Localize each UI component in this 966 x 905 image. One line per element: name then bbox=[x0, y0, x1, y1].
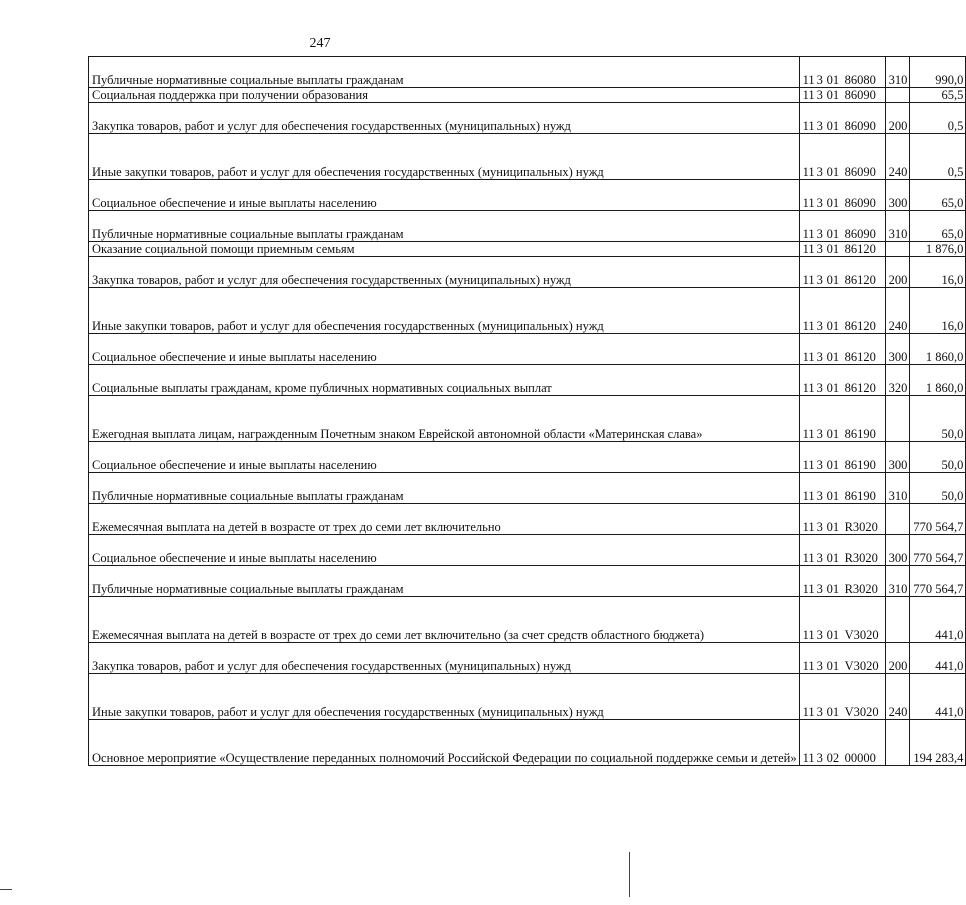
code-subsection: 3 bbox=[816, 705, 823, 719]
code-section: 11 bbox=[802, 520, 815, 534]
code-target: 86190 bbox=[844, 458, 876, 472]
code-section: 11 bbox=[802, 119, 815, 133]
row-name: Иные закупки товаров, работ и услуг для обеспечения государственных (муниципальных) нужд bbox=[89, 674, 800, 720]
row-code bbox=[799, 396, 885, 442]
row-expense-type bbox=[885, 720, 910, 766]
code-section: 11 bbox=[802, 551, 815, 565]
row-name: Публичные нормативные социальные выплаты гражданам bbox=[89, 566, 800, 597]
row-expense-type bbox=[885, 597, 910, 643]
row-amount: 441,0 bbox=[910, 597, 966, 643]
code-subsection: 3 bbox=[816, 88, 823, 102]
code-section: 11 bbox=[802, 273, 815, 287]
row-expense-type: 300 bbox=[885, 180, 910, 211]
code-section: 11 bbox=[802, 88, 815, 102]
row-expense-type: 310 bbox=[885, 211, 910, 242]
table-row bbox=[89, 597, 966, 643]
code-subsection: 3 bbox=[816, 350, 823, 364]
code-program: 01 bbox=[826, 73, 840, 87]
table-row bbox=[89, 288, 966, 334]
row-code bbox=[799, 643, 885, 674]
code-program: 01 bbox=[826, 196, 840, 210]
code-target: 86120 bbox=[844, 242, 876, 256]
row-expense-type bbox=[885, 88, 910, 103]
row-amount: 770 564,7 bbox=[910, 566, 966, 597]
code-subsection: 3 bbox=[816, 582, 823, 596]
code-subsection: 3 bbox=[816, 458, 823, 472]
row-code bbox=[799, 257, 885, 288]
code-subsection: 3 bbox=[816, 165, 823, 179]
table-row bbox=[89, 257, 966, 288]
table-row bbox=[89, 504, 966, 535]
code-program: 01 bbox=[826, 165, 840, 179]
row-amount: 1 876,0 bbox=[910, 242, 966, 257]
table-row bbox=[89, 103, 966, 134]
row-amount: 441,0 bbox=[910, 674, 966, 720]
row-amount: 1 860,0 bbox=[910, 365, 966, 396]
code-program: 01 bbox=[826, 273, 840, 287]
row-code bbox=[799, 334, 885, 365]
code-target: 86190 bbox=[844, 427, 876, 441]
table-row bbox=[89, 88, 966, 103]
table-row bbox=[89, 242, 966, 257]
row-name: Закупка товаров, работ и услуг для обеспечения государственных (муниципальных) нужд bbox=[89, 643, 800, 674]
code-program: 01 bbox=[826, 119, 840, 133]
code-target: 86120 bbox=[844, 381, 876, 395]
row-name: Ежемесячная выплата на детей в возрасте от трех до семи лет включительно bbox=[89, 504, 800, 535]
table-row bbox=[89, 442, 966, 473]
code-section: 11 bbox=[802, 242, 815, 256]
code-section: 11 bbox=[802, 427, 815, 441]
table-row bbox=[89, 643, 966, 674]
row-amount: 441,0 bbox=[910, 643, 966, 674]
code-section: 11 bbox=[802, 350, 815, 364]
row-name: Публичные нормативные социальные выплаты гражданам bbox=[89, 211, 800, 242]
code-program: 01 bbox=[826, 520, 840, 534]
row-code bbox=[799, 103, 885, 134]
code-target: 86090 bbox=[844, 227, 876, 241]
code-subsection: 3 bbox=[816, 427, 823, 441]
row-name: Социальное обеспечение и иные выплаты населению bbox=[89, 442, 800, 473]
table-row bbox=[89, 134, 966, 180]
code-program: 01 bbox=[826, 705, 840, 719]
code-target: 86120 bbox=[844, 319, 876, 333]
row-amount: 0,5 bbox=[910, 134, 966, 180]
row-amount: 50,0 bbox=[910, 396, 966, 442]
code-program: 01 bbox=[826, 458, 840, 472]
code-subsection: 3 bbox=[816, 242, 823, 256]
row-name: Закупка товаров, работ и услуг для обеспечения государственных (муниципальных) нужд bbox=[89, 257, 800, 288]
row-code bbox=[799, 242, 885, 257]
row-code bbox=[799, 504, 885, 535]
row-expense-type: 200 bbox=[885, 257, 910, 288]
row-amount: 16,0 bbox=[910, 288, 966, 334]
row-name: Социальное обеспечение и иные выплаты населению bbox=[89, 334, 800, 365]
row-code bbox=[799, 442, 885, 473]
table-row bbox=[89, 334, 966, 365]
code-target: 00000 bbox=[844, 751, 876, 765]
code-subsection: 3 bbox=[816, 273, 823, 287]
row-amount: 65,5 bbox=[910, 88, 966, 103]
row-amount: 770 564,7 bbox=[910, 504, 966, 535]
row-name: Социальное обеспечение и иные выплаты населению bbox=[89, 535, 800, 566]
code-program: 01 bbox=[826, 88, 840, 102]
table-row bbox=[89, 211, 966, 242]
code-section: 11 bbox=[802, 319, 815, 333]
code-section: 11 bbox=[802, 705, 815, 719]
code-program: 01 bbox=[826, 659, 840, 673]
row-expense-type: 300 bbox=[885, 535, 910, 566]
code-section: 11 bbox=[802, 751, 815, 765]
row-name: Публичные нормативные социальные выплаты гражданам bbox=[89, 473, 800, 504]
row-code bbox=[799, 720, 885, 766]
code-target: 86120 bbox=[844, 350, 876, 364]
code-program: 01 bbox=[826, 628, 840, 642]
code-subsection: 3 bbox=[816, 119, 823, 133]
row-name: Социальная поддержка при получении образования bbox=[89, 88, 800, 103]
code-section: 11 bbox=[802, 73, 815, 87]
budget-table bbox=[88, 56, 966, 766]
page-edge-line bbox=[629, 852, 630, 897]
row-name: Закупка товаров, работ и услуг для обеспечения государственных (муниципальных) нужд bbox=[89, 103, 800, 134]
row-amount: 65,0 bbox=[910, 211, 966, 242]
row-amount: 16,0 bbox=[910, 257, 966, 288]
code-program: 01 bbox=[826, 489, 840, 503]
code-subsection: 3 bbox=[816, 73, 823, 87]
row-code bbox=[799, 57, 885, 88]
row-code bbox=[799, 88, 885, 103]
code-target: V3020 bbox=[844, 659, 879, 673]
code-program: 01 bbox=[826, 551, 840, 565]
code-section: 11 bbox=[802, 489, 815, 503]
row-amount: 50,0 bbox=[910, 442, 966, 473]
code-section: 11 bbox=[802, 628, 815, 642]
code-section: 11 bbox=[802, 196, 815, 210]
row-code bbox=[799, 211, 885, 242]
budget-table-body bbox=[89, 57, 966, 766]
row-amount: 1 860,0 bbox=[910, 334, 966, 365]
code-program: 01 bbox=[826, 242, 840, 256]
row-expense-type: 200 bbox=[885, 643, 910, 674]
code-target: 86090 bbox=[844, 196, 876, 210]
code-subsection: 3 bbox=[816, 520, 823, 534]
row-name: Иные закупки товаров, работ и услуг для обеспечения государственных (муниципальных) нужд bbox=[89, 134, 800, 180]
row-expense-type bbox=[885, 242, 910, 257]
code-target: R3020 bbox=[844, 582, 878, 596]
code-target: 86190 bbox=[844, 489, 876, 503]
code-subsection: 3 bbox=[816, 489, 823, 503]
row-code bbox=[799, 473, 885, 504]
code-program: 01 bbox=[826, 227, 840, 241]
row-amount: 50,0 bbox=[910, 473, 966, 504]
code-program: 01 bbox=[826, 350, 840, 364]
row-amount: 194 283,4 bbox=[910, 720, 966, 766]
table-row bbox=[89, 57, 966, 88]
row-code bbox=[799, 288, 885, 334]
code-section: 11 bbox=[802, 582, 815, 596]
row-amount: 0,5 bbox=[910, 103, 966, 134]
code-program: 01 bbox=[826, 427, 840, 441]
row-expense-type: 240 bbox=[885, 674, 910, 720]
row-name: Иные закупки товаров, работ и услуг для обеспечения государственных (муниципальных) нужд bbox=[89, 288, 800, 334]
margin-tick bbox=[0, 889, 12, 890]
row-expense-type: 310 bbox=[885, 566, 910, 597]
row-name: Социальные выплаты гражданам, кроме публичных нормативных социальных выплат bbox=[89, 365, 800, 396]
row-expense-type: 200 bbox=[885, 103, 910, 134]
row-expense-type bbox=[885, 396, 910, 442]
row-amount: 990,0 bbox=[910, 57, 966, 88]
row-expense-type: 310 bbox=[885, 473, 910, 504]
row-code bbox=[799, 365, 885, 396]
row-name: Ежегодная выплата лицам, награжденным Почетным знаком Еврейской автономной области «Материнская слава» bbox=[89, 396, 800, 442]
code-subsection: 3 bbox=[816, 381, 823, 395]
row-amount: 65,0 bbox=[910, 180, 966, 211]
row-code bbox=[799, 597, 885, 643]
table-row bbox=[89, 365, 966, 396]
code-subsection: 3 bbox=[816, 196, 823, 210]
code-section: 11 bbox=[802, 381, 815, 395]
page-number: 247 bbox=[309, 36, 331, 51]
code-target: 86090 bbox=[844, 165, 876, 179]
row-code bbox=[799, 180, 885, 211]
code-target: R3020 bbox=[844, 520, 878, 534]
table-row bbox=[89, 396, 966, 442]
code-subsection: 3 bbox=[816, 551, 823, 565]
row-amount: 770 564,7 bbox=[910, 535, 966, 566]
code-target: 86080 bbox=[844, 73, 876, 87]
row-name: Публичные нормативные социальные выплаты гражданам bbox=[89, 57, 800, 88]
table-row bbox=[89, 674, 966, 720]
row-expense-type: 320 bbox=[885, 365, 910, 396]
table-row bbox=[89, 473, 966, 504]
row-expense-type: 300 bbox=[885, 334, 910, 365]
code-subsection: 3 bbox=[816, 659, 823, 673]
row-code bbox=[799, 134, 885, 180]
row-code bbox=[799, 674, 885, 720]
code-section: 11 bbox=[802, 659, 815, 673]
table-row bbox=[89, 720, 966, 766]
code-section: 11 bbox=[802, 165, 815, 179]
code-program: 01 bbox=[826, 582, 840, 596]
code-target: V3020 bbox=[844, 628, 879, 642]
code-subsection: 3 bbox=[816, 628, 823, 642]
row-code bbox=[799, 535, 885, 566]
row-expense-type: 240 bbox=[885, 288, 910, 334]
code-target: R3020 bbox=[844, 551, 878, 565]
table-row bbox=[89, 180, 966, 211]
code-target: V3020 bbox=[844, 705, 879, 719]
row-expense-type bbox=[885, 504, 910, 535]
row-code bbox=[799, 566, 885, 597]
code-subsection: 3 bbox=[816, 319, 823, 333]
code-program: 01 bbox=[826, 381, 840, 395]
row-name: Социальное обеспечение и иные выплаты населению bbox=[89, 180, 800, 211]
code-target: 86090 bbox=[844, 88, 876, 102]
row-expense-type: 300 bbox=[885, 442, 910, 473]
row-expense-type: 310 bbox=[885, 57, 910, 88]
code-program: 01 bbox=[826, 319, 840, 333]
code-section: 11 bbox=[802, 458, 815, 472]
code-target: 86120 bbox=[844, 273, 876, 287]
row-name: Основное мероприятие «Осуществление переданных полномочий Российской Федерации по социальной поддержке семьи и детей» bbox=[89, 720, 800, 766]
code-section: 11 bbox=[802, 227, 815, 241]
table-row bbox=[89, 535, 966, 566]
code-target: 86090 bbox=[844, 119, 876, 133]
row-name: Ежемесячная выплата на детей в возрасте от трех до семи лет включительно (за счет средств областного бюджета) bbox=[89, 597, 800, 643]
row-name: Оказание социальной помощи приемным семьям bbox=[89, 242, 800, 257]
code-subsection: 3 bbox=[816, 227, 823, 241]
code-subsection: 3 bbox=[816, 751, 823, 765]
table-row bbox=[89, 566, 966, 597]
row-expense-type: 240 bbox=[885, 134, 910, 180]
code-program: 02 bbox=[826, 751, 840, 765]
